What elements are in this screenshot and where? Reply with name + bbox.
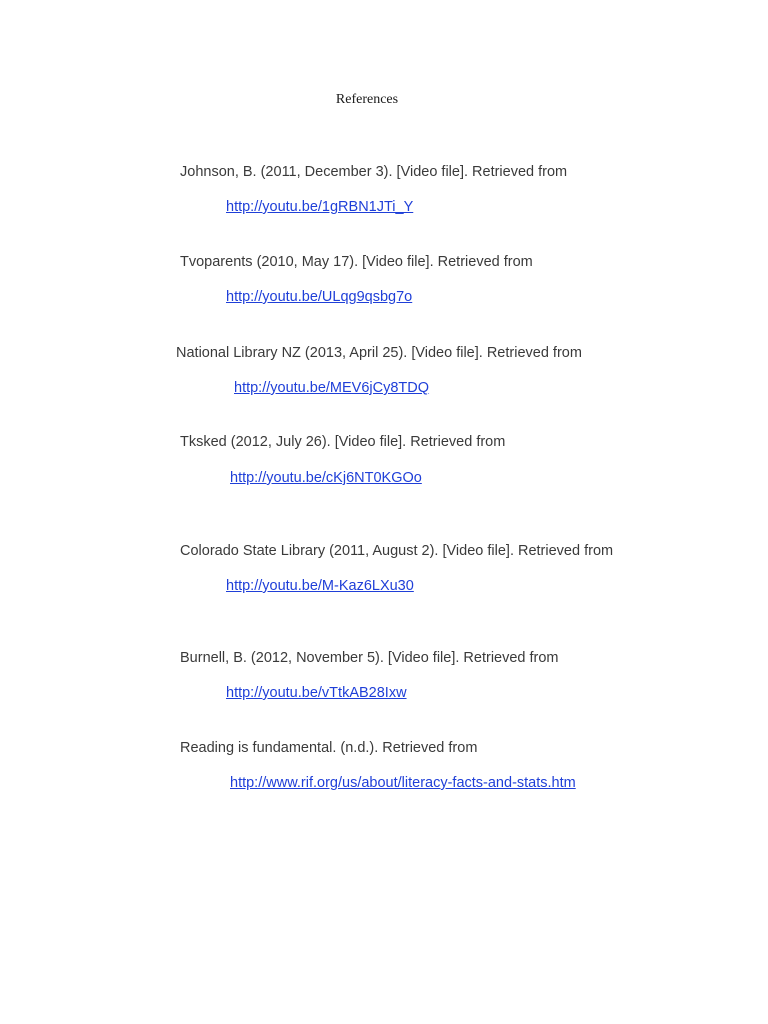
reference-citation: Tvoparents (2010, May 17). [Video file]. Retrieved from: [180, 254, 533, 270]
reference-link[interactable]: http://youtu.be/ULqg9qsbg7o: [226, 289, 413, 305]
reference-citation: Tksked (2012, July 26). [Video file]. Retrieved from: [180, 434, 506, 450]
reference-link[interactable]: http://www.rif.org/us/about/literacy-facts-and-stats.htm: [230, 775, 576, 791]
reference-link[interactable]: http://youtu.be/1gRBN1JTi_Y: [226, 199, 414, 215]
reference-link[interactable]: http://youtu.be/cKj6NT0KGOo: [230, 470, 422, 486]
reference-link[interactable]: http://youtu.be/M-Kaz6LXu30: [226, 578, 414, 594]
reference-link[interactable]: http://youtu.be/MEV6jCy8TDQ: [234, 380, 430, 396]
reference-citation: Reading is fundamental. (n.d.). Retrieved from: [180, 740, 478, 756]
reference-link[interactable]: http://youtu.be/vTtkAB28Ixw: [226, 685, 407, 701]
reference-citation: National Library NZ (2013, April 25). [Video file]. Retrieved from: [176, 345, 582, 361]
page-title: References: [335, 92, 399, 107]
reference-citation: Burnell, B. (2012, November 5). [Video file]. Retrieved from: [180, 650, 559, 666]
reference-citation: Johnson, B. (2011, December 3). [Video file]. Retrieved from: [180, 164, 568, 180]
reference-citation: Colorado State Library (2011, August 2). [Video file]. Retrieved from: [180, 543, 614, 559]
